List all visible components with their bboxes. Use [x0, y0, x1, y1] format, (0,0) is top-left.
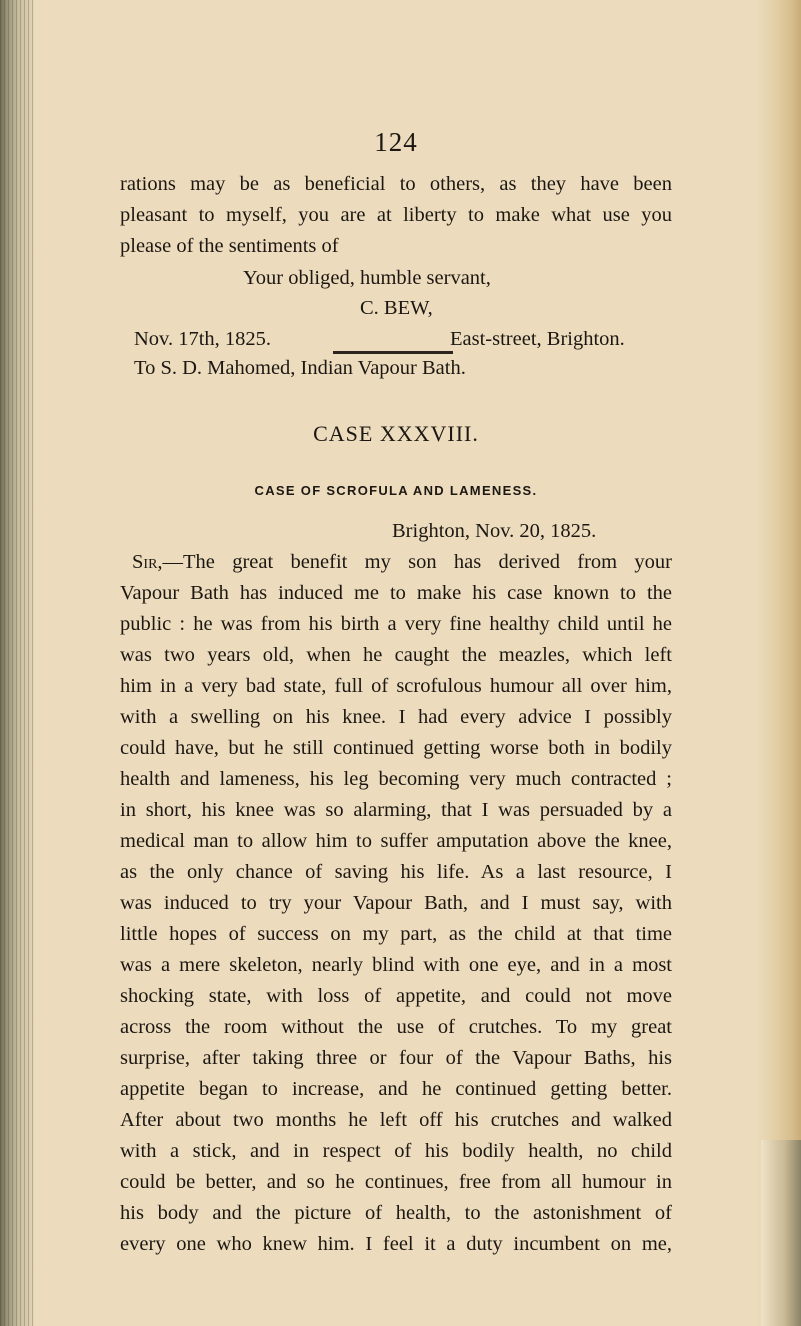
text-line: health and lameness, his leg becoming very much contracted ;	[120, 768, 672, 790]
text-line: across the room without the use of crutches. To my great	[120, 1016, 672, 1038]
salutation: Sir,	[132, 551, 163, 573]
page-edge	[755, 0, 801, 1326]
text-line: little hopes of success on my part, as the child at that time	[120, 923, 672, 945]
text-line: Vapour Bath has induced me to make his case known to the	[120, 582, 672, 604]
text-line: with a stick, and in respect of his bodily health, no child	[120, 1140, 672, 1162]
case-subtitle: CASE OF SCROFULA AND LAMENESS.	[254, 483, 538, 498]
text-line: —The great benefit my son has derived from your	[162, 551, 672, 573]
text-line: was a mere skeleton, nearly blind with one eye, and in a most	[120, 954, 672, 976]
text-line: as the only chance of saving his life. As a last resource, I	[120, 861, 672, 883]
letter-address: East-street, Brighton.	[450, 328, 625, 350]
text-line: rations may be as beneficial to others, as they have been	[120, 173, 672, 195]
letter-recipient: To S. D. Mahomed, Indian Vapour Bath.	[134, 357, 466, 379]
text-line: with a swelling on his knee. I had every advice I possibly	[120, 706, 672, 728]
text-line: could have, but he still continued getting worse both in bodily	[120, 737, 672, 759]
text-line: in short, his knee was so alarming, that I was persuaded by a	[120, 799, 672, 821]
text-line: please of the sentiments of	[120, 235, 339, 257]
case-dateline: Brighton, Nov. 20, 1825.	[392, 520, 597, 542]
case-title: CASE XXXVIII.	[313, 421, 479, 446]
text-line: was induced to try your Vapour Bath, and I must say, with	[120, 892, 672, 914]
text-line: shocking state, with loss of appetite, and could not move	[120, 985, 672, 1007]
letter-date: Nov. 17th, 1825.	[134, 328, 272, 350]
case-first-line	[132, 546, 672, 578]
text-line: public : he was from his birth a very fine healthy child until he	[120, 613, 672, 635]
page-number: 124	[374, 127, 418, 157]
text-line: pleasant to myself, you are at liberty to make what use you	[120, 204, 672, 226]
text-line: his body and the picture of health, to the astonishment of	[120, 1202, 672, 1224]
text-line: every one who knew him. I feel it a duty incumbent on me,	[120, 1233, 672, 1255]
text-line: was two years old, when he caught the meazles, which left	[120, 644, 672, 666]
text-line: appetite began to increase, and he continued getting better.	[120, 1078, 672, 1100]
text-line: could be better, and so he continues, free from all humour in	[120, 1171, 672, 1193]
section-divider	[333, 351, 453, 354]
letter-signature: C. BEW,	[360, 297, 433, 319]
text-line: After about two months he left off his crutches and walked	[120, 1109, 672, 1131]
book-binding-edge	[0, 0, 34, 1326]
text-line: medical man to allow him to suffer amputation above the knee,	[120, 830, 672, 852]
text-line: him in a very bad state, full of scrofulous humour all over him,	[120, 675, 672, 697]
book-page	[120, 0, 672, 1326]
letter-closing: Your obliged, humble servant,	[243, 267, 491, 289]
text-line: surprise, after taking three or four of the Vapour Baths, his	[120, 1047, 672, 1069]
